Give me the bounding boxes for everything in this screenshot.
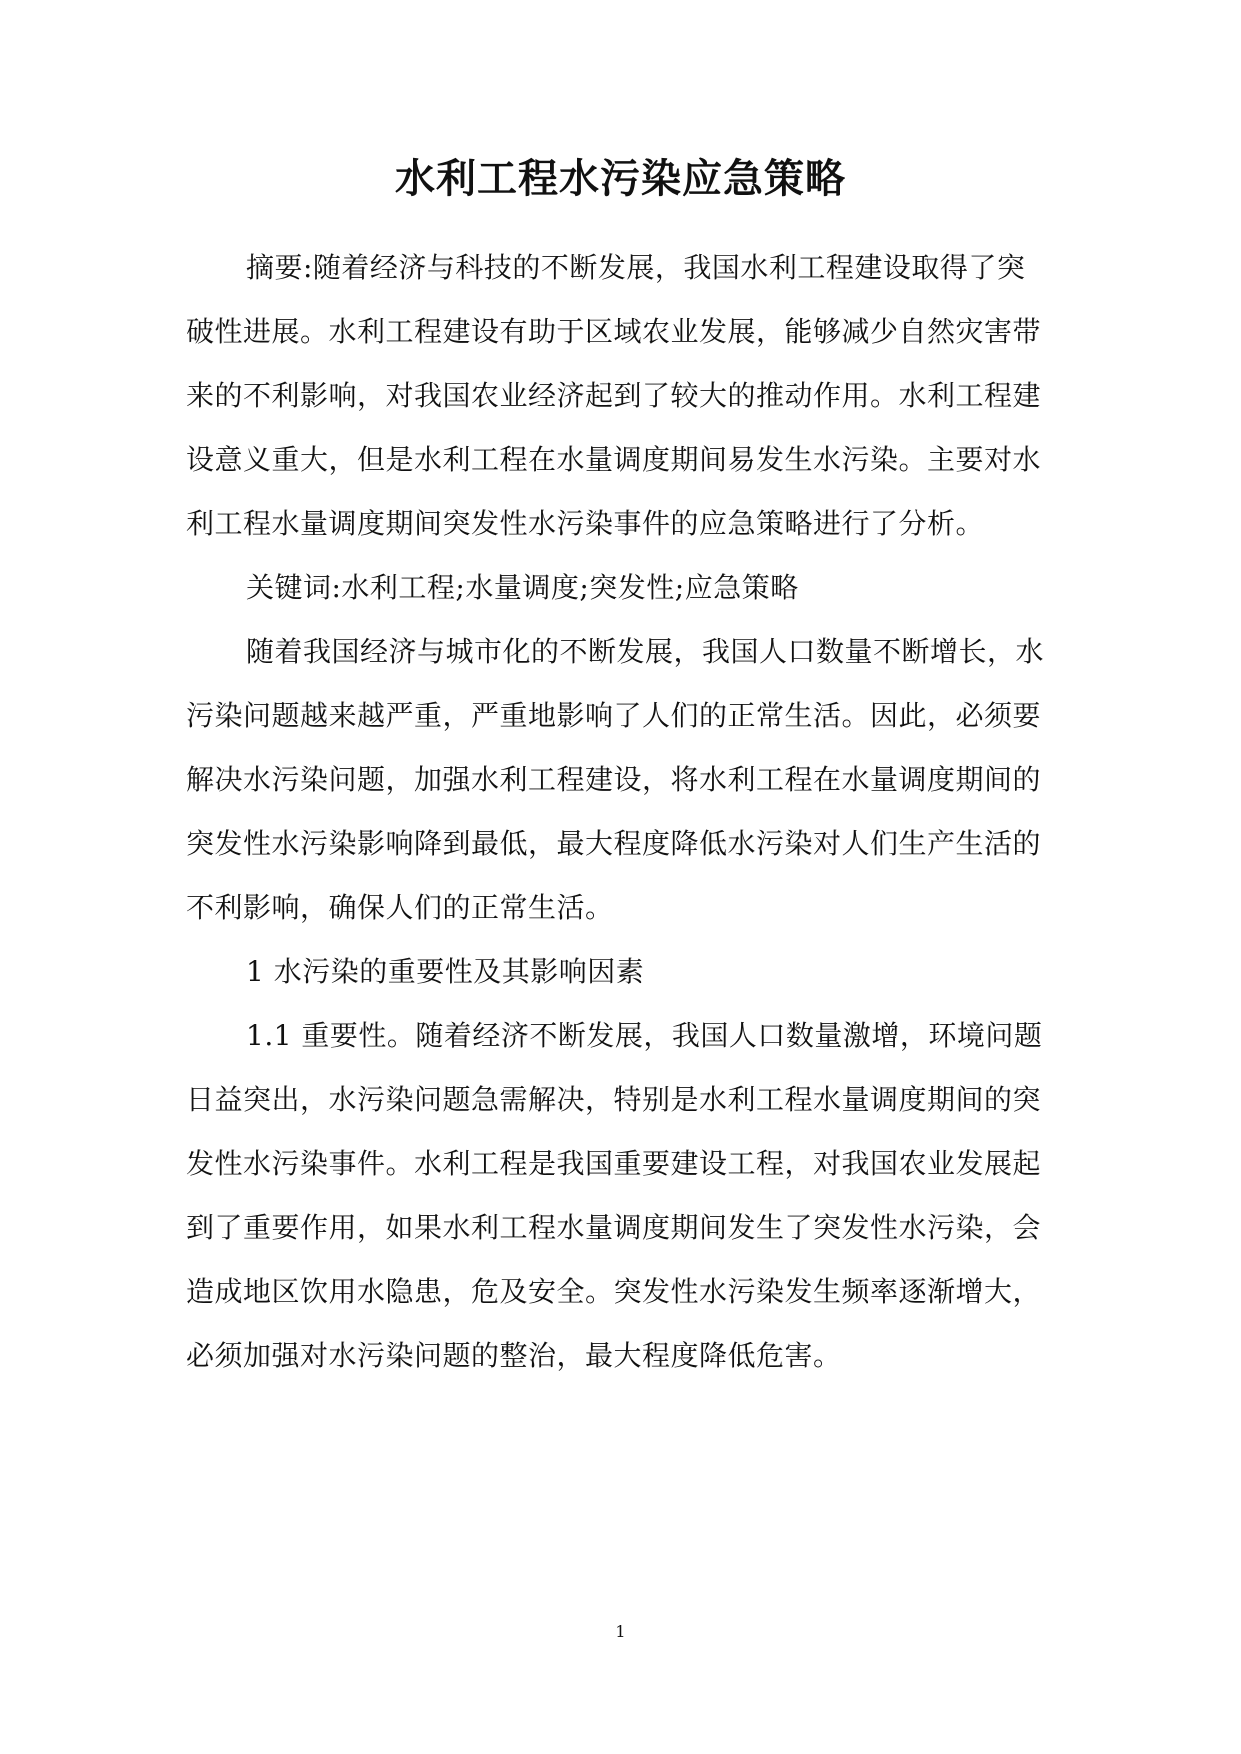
paragraph-intro-line-2: 污染问题越来越严重，严重地影响了人们的正常生活。因此，必须要 [186,699,1042,732]
paragraph-intro-line-5: 不利影响，确保人们的正常生活。 [186,891,614,924]
paragraph-abstract-line-1: 摘要:随着经济与科技的不断发展，我国水利工程建设取得了突 [246,251,1026,284]
paragraph-importance-line-4: 到了重要作用，如果水利工程水量调度期间发生了突发性水污染，会 [186,1211,1042,1244]
keywords-line: 关键词:水利工程;水量调度;突发性;应急策略 [246,571,799,604]
paragraph-intro-line-4: 突发性水污染影响降到最低，最大程度降低水污染对人们生产生活的 [186,827,1042,860]
paragraph-importance-line-1: 1.1 重要性。随着经济不断发展，我国人口数量激增，环境问题 [246,1019,1043,1052]
paragraph-intro-line-1: 随着我国经济与城市化的不断发展，我国人口数量不断增长，水 [246,635,1045,668]
paragraph-abstract-line-5: 利工程水量调度期间突发性水污染事件的应急策略进行了分析。 [186,507,985,540]
paragraph-importance-line-2: 日益突出，水污染问题急需解决，特别是水利工程水量调度期间的突 [186,1083,1042,1116]
paragraph-importance-line-5: 造成地区饮用水隐患，危及安全。突发性水污染发生频率逐渐增大， [186,1275,1042,1308]
paragraph-importance-line-3: 发性水污染事件。水利工程是我国重要建设工程，对我国农业发展起 [186,1147,1042,1180]
section-heading-1: 1 水污染的重要性及其影响因素 [246,955,645,988]
paragraph-intro-line-3: 解决水污染问题，加强水利工程建设，将水利工程在水量调度期间的 [186,763,1042,796]
page-number: 1 [615,1622,626,1641]
paragraph-abstract-line-3: 来的不利影响，对我国农业经济起到了较大的推动作用。水利工程建 [186,379,1042,412]
paragraph-abstract-line-2: 破性进展。水利工程建设有助于区域农业发展，能够减少自然灾害带 [186,315,1042,348]
document-title: 水利工程水污染应急策略 [395,155,846,202]
paragraph-importance-line-6: 必须加强对水污染问题的整治，最大程度降低危害。 [186,1339,842,1372]
paragraph-abstract-line-4: 设意义重大，但是水利工程在水量调度期间易发生水污染。主要对水 [186,443,1042,476]
